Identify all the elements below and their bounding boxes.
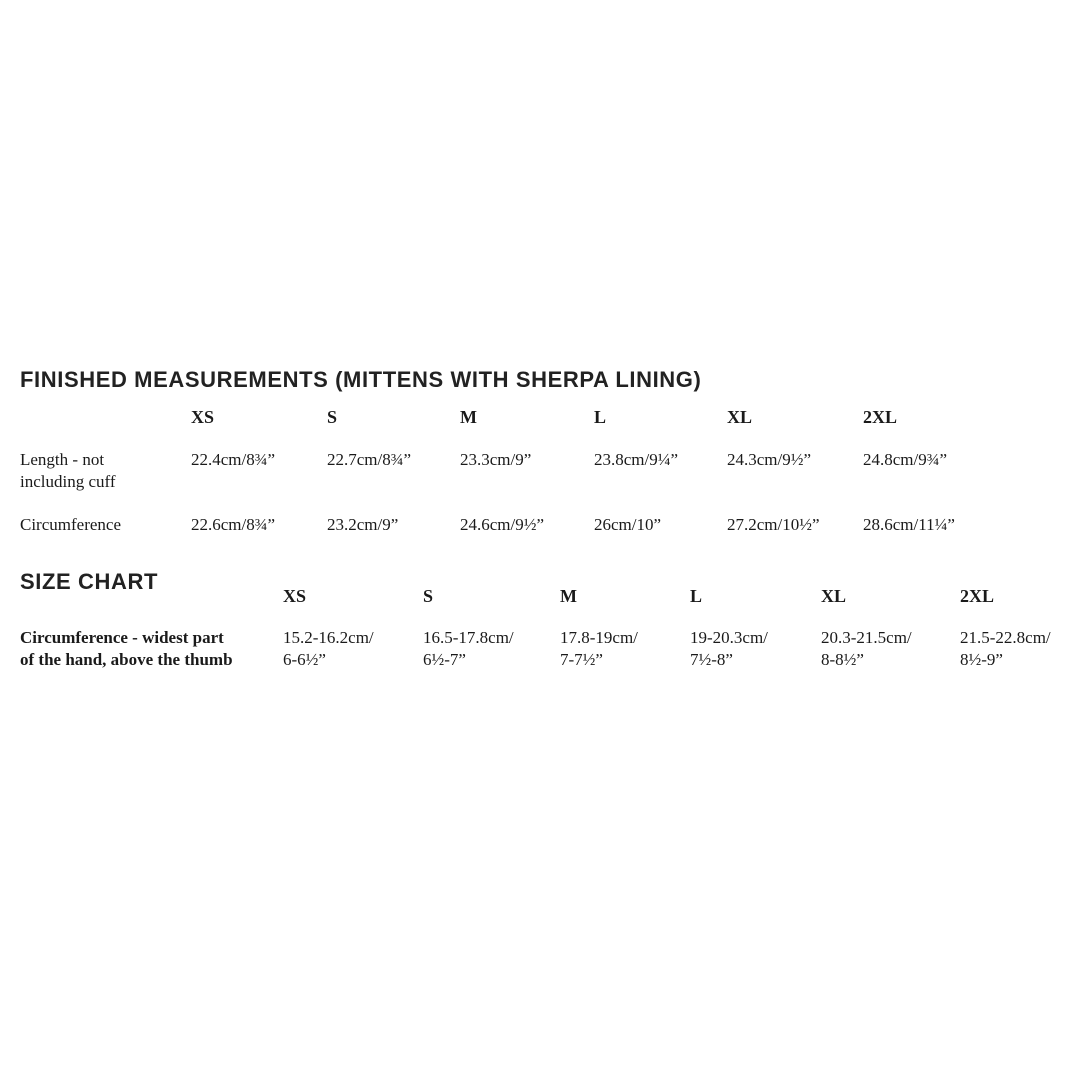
finished-measurements-title: FINISHED MEASUREMENTS (MITTENS WITH SHERPA LINING) — [20, 367, 702, 392]
length-value-s: 22.7cm/8¾” — [327, 450, 412, 469]
hand-circumference-value-m — [560, 627, 638, 671]
circumference-value-s: 23.2cm/9” — [327, 515, 399, 534]
hand-circumference-label — [20, 627, 233, 671]
hand-circumference-value-xl-cm: 20.3-21.5cm/ — [821, 628, 912, 647]
hand-circumference-value-m-cm: 17.8-19cm/ — [560, 628, 638, 647]
finished-size-header-l: L — [594, 407, 607, 427]
hand-circumference-value-2xl — [960, 627, 1051, 671]
circumference-value-xl: 27.2cm/10½” — [727, 515, 820, 534]
length-row-label-line1: Length - not — [20, 450, 105, 469]
hand-circumference-value-xs-cm: 15.2-16.2cm/ — [283, 628, 374, 647]
length-value-m: 23.3cm/9” — [460, 450, 532, 469]
hand-circumference-value-xl — [821, 627, 912, 671]
hand-circumference-value-2xl-cm: 21.5-22.8cm/ — [960, 628, 1051, 647]
hand-circumference-value-xl-in: 8-8½” — [821, 650, 864, 669]
finished-size-header-m: M — [460, 407, 477, 427]
hand-circumference-value-2xl-in: 8½-9” — [960, 650, 1003, 669]
finished-size-header-2xl: 2XL — [863, 407, 898, 427]
hand-circumference-value-l-in: 7½-8” — [690, 650, 733, 669]
length-value-l: 23.8cm/9¼” — [594, 450, 679, 469]
hand-circumference-value-l — [690, 627, 768, 671]
length-value-xl: 24.3cm/9½” — [727, 450, 812, 469]
hand-circumference-value-l-cm: 19-20.3cm/ — [690, 628, 768, 647]
hand-circumference-value-s — [423, 627, 514, 671]
chart-size-header-xl: XL — [821, 586, 847, 606]
finished-size-header-s: S — [327, 407, 338, 427]
circumference-value-2xl: 28.6cm/11¼” — [863, 515, 955, 534]
hand-circumference-label-line2: of the hand, above the thumb — [20, 650, 233, 669]
finished-size-header-xs: XS — [191, 407, 215, 427]
length-row-label — [20, 449, 116, 493]
chart-size-header-xs: XS — [283, 586, 307, 606]
finished-size-header-xl: XL — [727, 407, 753, 427]
chart-size-header-2xl: 2XL — [960, 586, 995, 606]
chart-size-header-l: L — [690, 586, 703, 606]
size-chart-title: SIZE CHART — [20, 569, 158, 594]
hand-circumference-value-xs — [283, 627, 374, 671]
circumference-value-xs: 22.6cm/8¾” — [191, 515, 276, 534]
circumference-value-m: 24.6cm/9½” — [460, 515, 545, 534]
chart-size-header-m: M — [560, 586, 577, 606]
hand-circumference-value-m-in: 7-7½” — [560, 650, 603, 669]
circumference-row-label: Circumference — [20, 515, 121, 534]
hand-circumference-value-s-cm: 16.5-17.8cm/ — [423, 628, 514, 647]
chart-size-header-s: S — [423, 586, 434, 606]
hand-circumference-value-xs-in: 6-6½” — [283, 650, 326, 669]
hand-circumference-value-s-in: 6½-7” — [423, 650, 466, 669]
length-row-label-line2: including cuff — [20, 472, 116, 491]
length-value-2xl: 24.8cm/9¾” — [863, 450, 948, 469]
hand-circumference-label-line1: Circumference - widest part — [20, 628, 224, 647]
circumference-value-l: 26cm/10” — [594, 515, 662, 534]
length-value-xs: 22.4cm/8¾” — [191, 450, 276, 469]
